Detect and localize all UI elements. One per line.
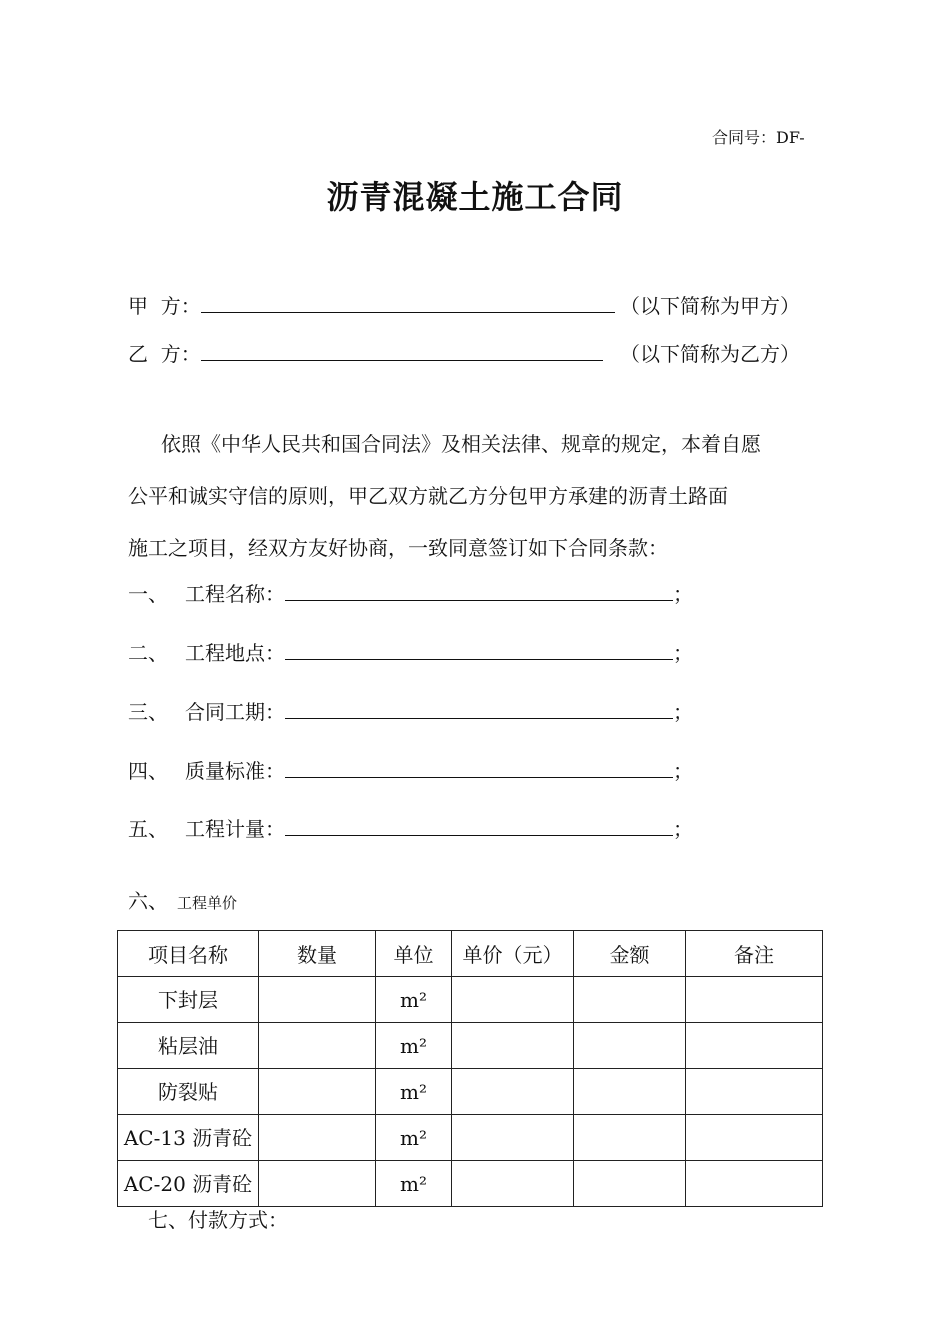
clause-number: 四、 bbox=[128, 759, 168, 783]
clause-blank[interactable] bbox=[285, 641, 673, 660]
cell-item-name: 粘层油 bbox=[118, 1023, 259, 1069]
cell-item-name: AC-20 沥青砼 bbox=[118, 1161, 259, 1207]
party-b-label: 乙 方： bbox=[128, 342, 201, 366]
clause-project-name bbox=[128, 578, 693, 607]
cell-amount[interactable] bbox=[574, 1115, 686, 1161]
clause-payment-method: 七、付款方式： bbox=[148, 1208, 288, 1232]
contract-number: 合同号：DF- bbox=[712, 128, 805, 147]
clause-number: 二、 bbox=[128, 641, 168, 665]
party-a-line bbox=[128, 290, 800, 319]
cell-unit-price[interactable] bbox=[452, 1115, 574, 1161]
clause-end: ； bbox=[673, 817, 693, 841]
clause-number: 六、 bbox=[128, 889, 168, 913]
table-row bbox=[118, 977, 823, 1023]
cell-quantity[interactable] bbox=[259, 1161, 376, 1207]
table-row bbox=[118, 1115, 823, 1161]
cell-quantity[interactable] bbox=[259, 1069, 376, 1115]
cell-amount[interactable] bbox=[574, 1069, 686, 1115]
cell-remarks[interactable] bbox=[686, 1161, 823, 1207]
party-b-line bbox=[128, 338, 800, 367]
clause-blank[interactable] bbox=[285, 817, 673, 836]
party-a-blank[interactable] bbox=[201, 294, 615, 313]
cell-remarks[interactable] bbox=[686, 1023, 823, 1069]
cell-amount[interactable] bbox=[574, 977, 686, 1023]
cell-unit: m² bbox=[376, 1069, 452, 1115]
table-row bbox=[118, 1069, 823, 1115]
clause-quality-standard bbox=[128, 755, 693, 784]
clause-label: 质量标准： bbox=[185, 759, 285, 783]
party-b-blank[interactable] bbox=[201, 342, 603, 361]
cell-item-name: 下封层 bbox=[118, 977, 259, 1023]
clause-label: 工程名称： bbox=[185, 582, 285, 606]
col-header-item-name: 项目名称 bbox=[118, 931, 259, 977]
cell-unit-price[interactable] bbox=[452, 1023, 574, 1069]
clause-end: ； bbox=[673, 700, 693, 724]
clause-measurement bbox=[128, 813, 693, 842]
clause-label: 工程地点： bbox=[185, 641, 285, 665]
col-header-amount: 金额 bbox=[574, 931, 686, 977]
intro-paragraph bbox=[128, 418, 828, 574]
cell-unit: m² bbox=[376, 1115, 452, 1161]
unit-price-table bbox=[117, 930, 823, 1207]
intro-line: 依照《中华人民共和国合同法》及相关法律、规章的规定，本着自愿 bbox=[161, 432, 761, 456]
cell-unit-price[interactable] bbox=[452, 977, 574, 1023]
table-header-row bbox=[118, 931, 823, 977]
cell-item-name: AC-13 沥青砼 bbox=[118, 1115, 259, 1161]
col-header-unit-price: 单价（元） bbox=[452, 931, 574, 977]
intro-line: 施工之项目，经双方友好协商，一致同意签订如下合同条款： bbox=[128, 536, 668, 560]
clause-blank[interactable] bbox=[285, 582, 673, 601]
cell-item-name: 防裂贴 bbox=[118, 1069, 259, 1115]
intro-line: 公平和诚实守信的原则，甲乙双方就乙方分包甲方承建的沥青土路面 bbox=[128, 484, 728, 508]
clause-label: 工程单价 bbox=[177, 894, 238, 912]
clause-contract-period bbox=[128, 696, 693, 725]
clause-blank[interactable] bbox=[285, 759, 673, 778]
party-a-suffix: （以下简称为甲方） bbox=[620, 294, 800, 318]
document-title: 沥青混凝土施工合同 bbox=[326, 178, 624, 216]
clause-number: 一、 bbox=[128, 582, 168, 606]
party-a-label: 甲 方： bbox=[128, 294, 201, 318]
col-header-unit: 单位 bbox=[376, 931, 452, 977]
cell-unit: m² bbox=[376, 977, 452, 1023]
cell-remarks[interactable] bbox=[686, 1069, 823, 1115]
cell-unit-price[interactable] bbox=[452, 1161, 574, 1207]
table-row bbox=[118, 1161, 823, 1207]
clause-end: ； bbox=[673, 759, 693, 783]
clause-label: 合同工期： bbox=[185, 700, 285, 724]
cell-unit-price[interactable] bbox=[452, 1069, 574, 1115]
cell-amount[interactable] bbox=[574, 1023, 686, 1069]
cell-amount[interactable] bbox=[574, 1161, 686, 1207]
cell-quantity[interactable] bbox=[259, 1023, 376, 1069]
col-header-quantity: 数量 bbox=[259, 931, 376, 977]
cell-quantity[interactable] bbox=[259, 1115, 376, 1161]
clause-number: 五、 bbox=[128, 817, 168, 841]
cell-remarks[interactable] bbox=[686, 1115, 823, 1161]
cell-unit: m² bbox=[376, 1023, 452, 1069]
cell-quantity[interactable] bbox=[259, 977, 376, 1023]
table-row bbox=[118, 1023, 823, 1069]
clause-blank[interactable] bbox=[285, 700, 673, 719]
clause-end: ； bbox=[673, 582, 693, 606]
clause-unit-price bbox=[128, 885, 237, 914]
clause-end: ； bbox=[673, 641, 693, 665]
cell-unit: m² bbox=[376, 1161, 452, 1207]
clause-project-location bbox=[128, 637, 693, 666]
party-b-suffix: （以下简称为乙方） bbox=[620, 342, 800, 366]
cell-remarks[interactable] bbox=[686, 977, 823, 1023]
clause-label: 工程计量： bbox=[185, 817, 285, 841]
clause-number: 三、 bbox=[128, 700, 168, 724]
col-header-remarks: 备注 bbox=[686, 931, 823, 977]
